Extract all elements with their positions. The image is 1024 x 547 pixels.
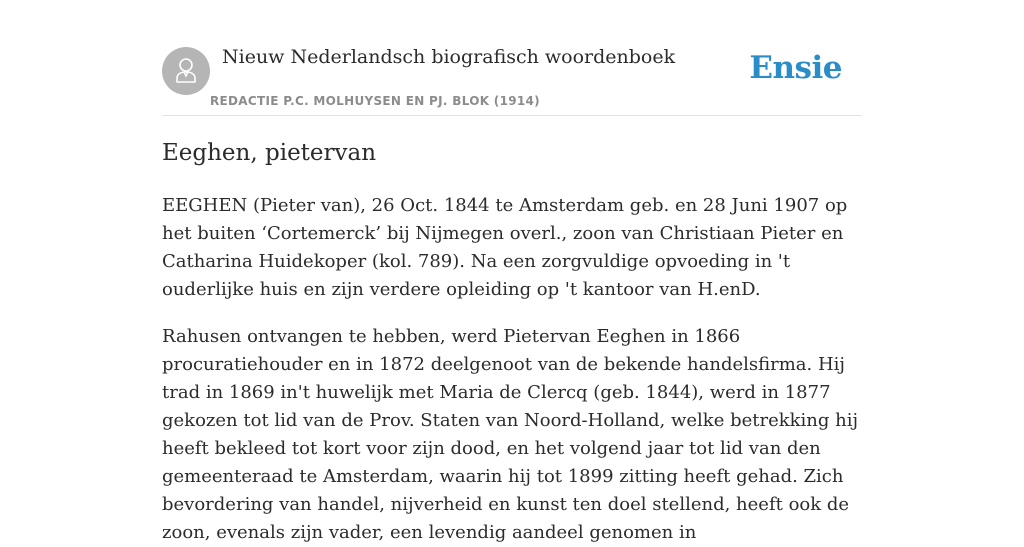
brand-logo[interactable]: Ensie: [749, 50, 842, 86]
entry-title: Eeghen, pietervan: [162, 140, 377, 166]
content-column: [162, 0, 862, 543]
entry-paragraph: EEGHEN (Pieter van), 26 Oct. 1844 te Amsterdam geb. en 28 Juni 1907 op het buiten ‘Cortemerck’ bij Nijmegen overl., zoon van Christiaan Pieter en Catharina Huidekoper (kol. 789). Na een zorgvuldige opvoeding in 't ouderlijke huis en zijn verdere opleiding op 't kantoor van H.enD.: [162, 195, 848, 300]
book-title[interactable]: Nieuw Nederlandsch biografisch woordenboek: [222, 46, 676, 68]
editors-byline: REDACTIE P.C. MOLHUYSEN EN PJ. BLOK (1914): [210, 94, 540, 108]
avatar[interactable]: [162, 47, 210, 95]
header: [162, 0, 862, 116]
user-icon: [173, 56, 199, 86]
entry-paragraph: Rahusen ontvangen te hebben, werd Pietervan Eeghen in 1866 procuratiehouder en in 1872 deelgenoot van de bekende handelsfirma. Hij trad in 1869 in't huwelijk met Maria de Clercq (geb. 1844), werd in 1877 gekozen tot lid van de Prov. Staten van Noord-Holland, welke betrekking hij heeft bekleed tot kort voor zijn dood, en het volgend jaar tot lid van den gemeenteraad te Amsterdam, waarin hij tot 1899 zitting heeft gehad. Zich bevordering van handel, nijverheid en kunst ten doel stellend, heeft ook de zoon, evenals zijn vader, een levendig aandeel genomen in: [162, 326, 859, 543]
